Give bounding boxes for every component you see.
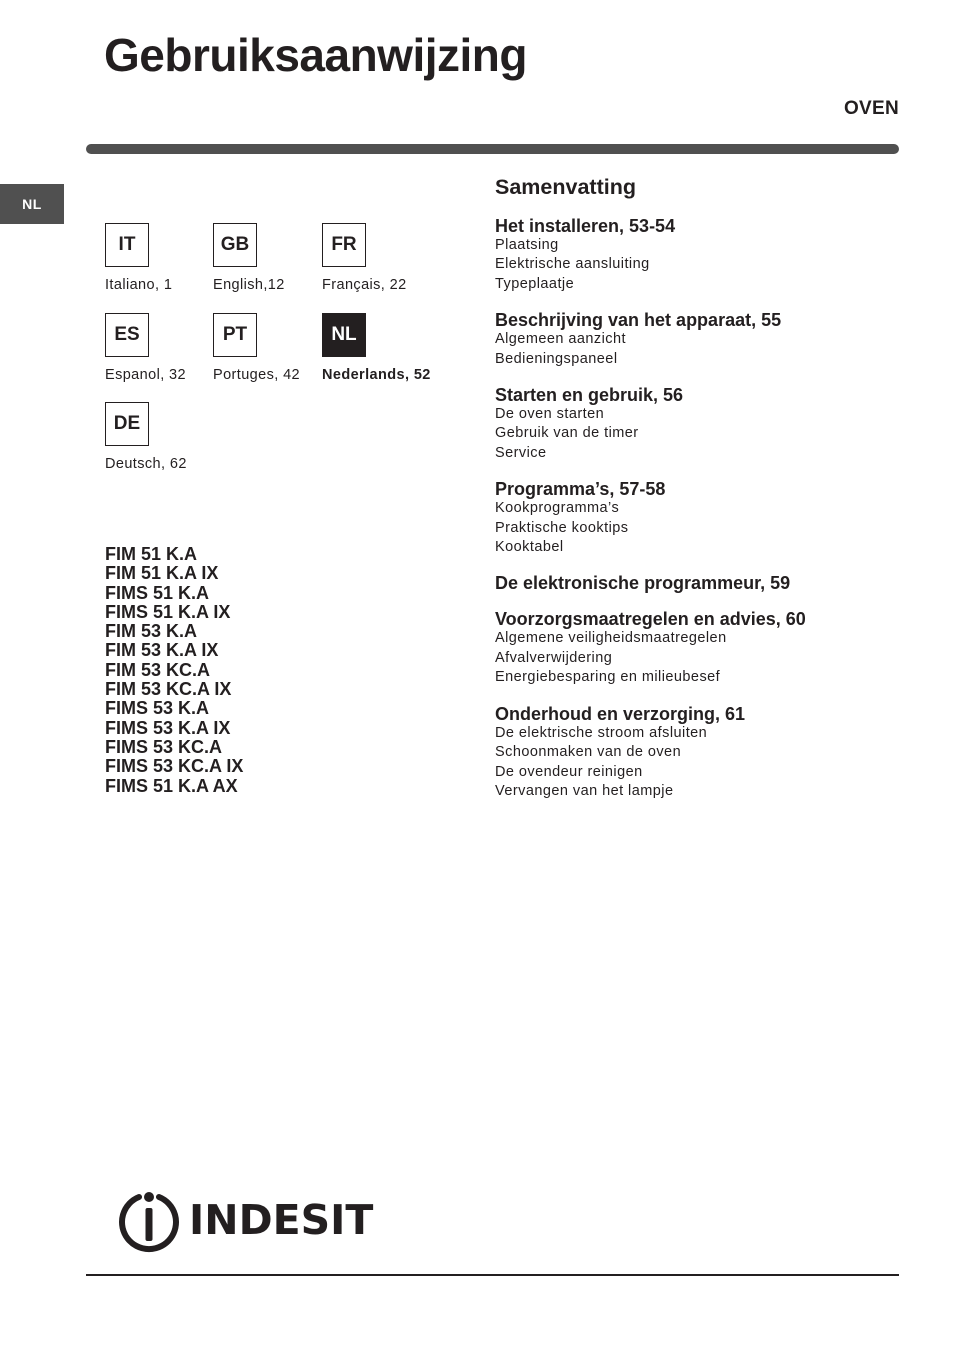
toc-section-heading[interactable]: Het installeren, 53-54 [495,216,676,236]
toc-item[interactable]: Praktische kooktips [495,519,629,536]
model-item: FIMS 51 K.A [105,582,210,603]
toc-item[interactable]: Energiebesparing en milieubesef [495,669,721,686]
toc-section-programmeur [495,573,915,593]
toc-item[interactable]: Elektrische aansluiting [495,256,650,273]
toc-item[interactable]: Kookprogramma’s [495,500,620,517]
model-item: FIM 53 KC.A [105,659,211,680]
toc-section-heading[interactable]: Programma’s, 57-58 [495,479,666,500]
toc-item[interactable]: Bedieningspaneel [495,350,618,367]
language-item-fr[interactable] [322,223,452,293]
model-item: FIM 51 K.A IX [105,563,219,584]
toc-section-heading[interactable]: Voorzorgsmaatregelen en advies, 60 [495,609,806,630]
toc-section-heading[interactable]: Starten en gebruik, 56 [495,385,684,406]
brand-logo [117,1187,373,1253]
language-label: Français, 22 [322,277,407,293]
toc-item[interactable]: De oven starten [495,406,605,423]
language-code-box: DE [105,402,149,446]
toc-section-voorzorg [495,609,915,687]
toc-item[interactable]: Typeplaatje [495,275,575,292]
model-item: FIM 53 K.A IX [105,640,219,661]
toc-section-heading[interactable]: Onderhoud en verzorging, 61 [495,703,746,724]
language-label: English,12 [213,277,285,293]
model-item: FIMS 53 K.A IX [105,717,231,738]
language-code-box: GB [213,223,257,267]
toc-section-programmas [495,479,915,557]
table-of-contents [495,175,915,817]
model-item: FIMS 51 K.A IX [105,601,231,622]
language-side-tab: NL [0,184,64,224]
language-label: Portuges, 42 [213,367,301,383]
language-code-box: IT [105,223,149,267]
language-code-box: ES [105,313,149,357]
toc-item[interactable]: Kooktabel [495,539,564,556]
toc-item[interactable]: Algemene veiligheidsmaatregelen [495,630,727,647]
toc-section-heading[interactable]: Beschrijving van het apparaat, 55 [495,310,782,331]
brand-name: INDESIT [189,1196,374,1244]
language-code-box-active: NL [322,313,366,357]
language-code-box: FR [322,223,366,267]
toc-item[interactable]: Algemeen aanzicht [495,331,626,348]
toc-item[interactable]: Schoonmaken van de oven [495,744,682,761]
indesit-logo-icon [117,1187,181,1253]
page-title: Gebruiksaanwijzing [104,29,527,81]
language-item-de[interactable] [105,402,235,472]
toc-title: Samenvatting [495,175,636,199]
toc-section-starten [495,385,915,463]
toc-item[interactable]: De ovendeur reinigen [495,763,643,780]
toc-section-onderhoud [495,704,915,802]
model-item: FIMS 53 KC.A IX [105,756,244,777]
language-item-nl[interactable] [322,313,452,383]
model-item: FIM 51 K.A [105,544,198,564]
model-list [105,545,243,796]
toc-section-heading[interactable]: De elektronische programmeur, 59 [495,573,791,594]
language-label: Espanol, 32 [105,367,186,383]
language-label-active: Nederlands, 52 [322,367,431,383]
language-code-box: PT [213,313,257,357]
footer-divider [86,1274,899,1276]
toc-item[interactable]: Afvalverwijdering [495,649,613,666]
toc-section-installeren [495,216,915,294]
model-item: FIM 53 K.A [105,621,198,642]
toc-item[interactable]: Plaatsing [495,237,559,253]
language-label: Italiano, 1 [105,277,173,293]
toc-item[interactable]: Gebruik van de timer [495,425,639,442]
toc-section-beschrijving [495,310,915,369]
toc-item[interactable]: De elektrische stroom afsluiten [495,724,708,741]
model-item: FIM 53 KC.A IX [105,679,232,700]
header-divider [86,144,899,154]
product-label: OVEN [843,98,899,119]
toc-item[interactable]: Service [495,444,547,461]
model-item: FIMS 53 KC.A [105,736,223,757]
toc-item[interactable]: Vervangen van het lampje [495,782,674,799]
language-label: Deutsch, 62 [105,456,187,472]
model-item: FIMS 53 K.A [105,698,210,719]
model-item: FIMS 51 K.A AX [105,775,238,796]
